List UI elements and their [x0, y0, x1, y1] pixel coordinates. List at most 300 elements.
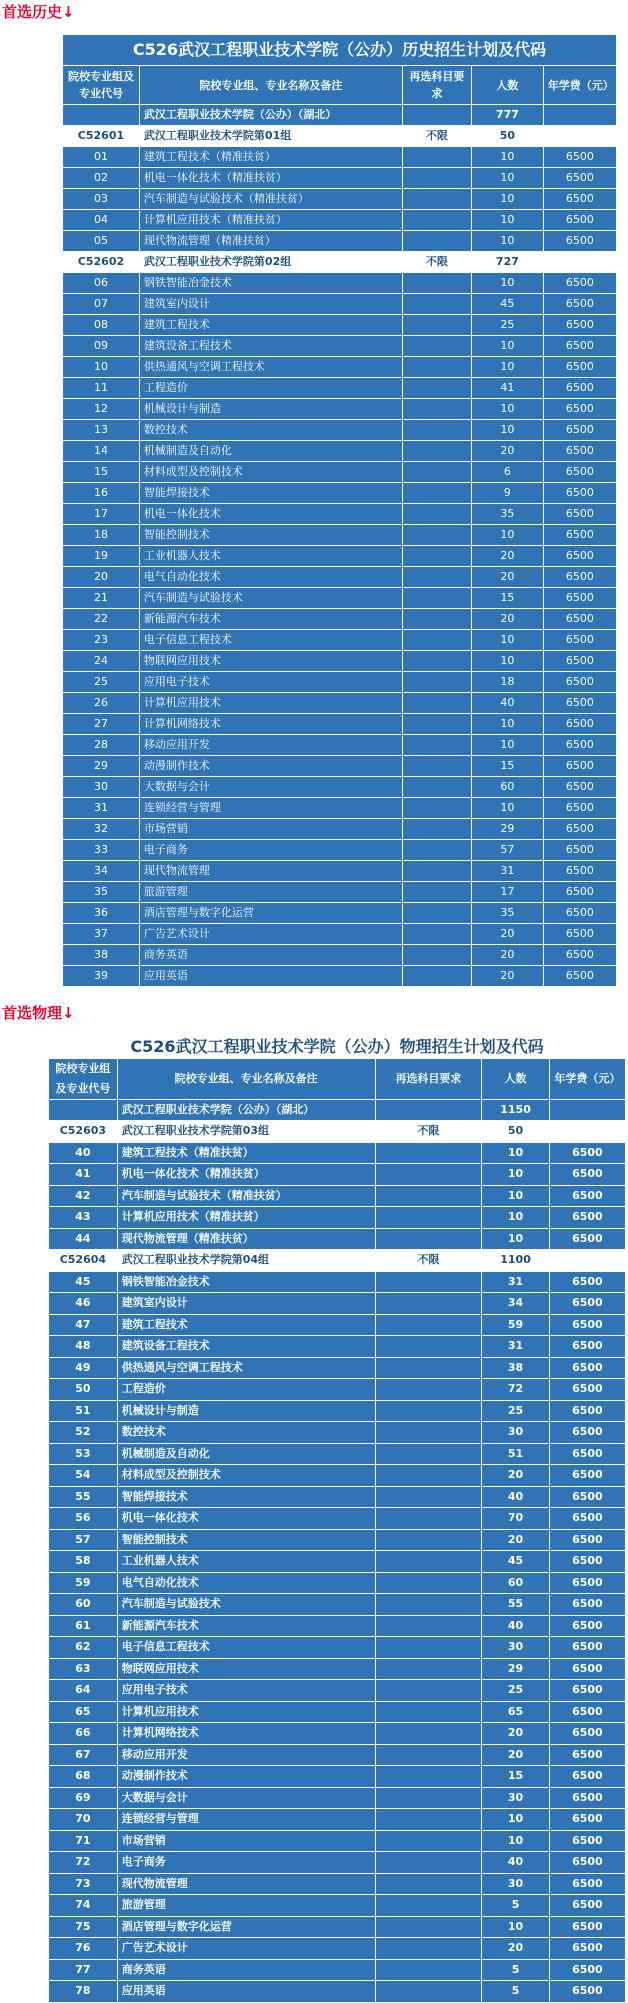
major-name: 工业机器人技术: [139, 546, 402, 567]
major-count: 10: [472, 735, 544, 756]
table-row: [63, 315, 617, 336]
major-code: 59: [49, 1572, 118, 1594]
major-code: 63: [49, 1658, 118, 1680]
major-requirement: [402, 441, 471, 462]
major-requirement: [402, 357, 471, 378]
table-row: [49, 1228, 626, 1250]
major-name: 建筑工程技术（精准扶贫）: [117, 1142, 375, 1164]
major-code: 27: [63, 714, 140, 735]
down-arrow-icon: ↓: [62, 3, 75, 21]
group-requirement: 不限: [375, 1121, 482, 1143]
major-fee: 6500: [543, 630, 616, 651]
major-name: 钢铁智能冶金技术: [139, 273, 402, 294]
major-fee: 6500: [543, 483, 616, 504]
major-requirement: [402, 504, 471, 525]
table-row: [49, 1422, 626, 1444]
major-name: 机电一体化技术: [139, 504, 402, 525]
major-name: 旅游管理: [117, 1895, 375, 1917]
table-row: [49, 1637, 626, 1659]
major-requirement: [402, 714, 471, 735]
header-requirement: 再选科目要求: [375, 1058, 482, 1099]
group-count: 50: [472, 126, 544, 147]
major-fee: 6500: [549, 1529, 625, 1551]
total-name: 武汉工程职业技术学院（公办）（湖北）: [117, 1099, 375, 1121]
table-row: [49, 1852, 626, 1874]
major-code: 15: [63, 462, 140, 483]
major-count: 45: [472, 294, 544, 315]
major-requirement: [375, 1422, 482, 1444]
major-fee: 6500: [549, 1723, 625, 1745]
table-row: [63, 798, 617, 819]
header-code: 院校专业组及专业代号: [63, 66, 140, 105]
major-count: 40: [472, 693, 544, 714]
major-code: 57: [49, 1529, 118, 1551]
total-count: 1150: [482, 1099, 550, 1121]
major-code: 06: [63, 273, 140, 294]
major-code: 46: [49, 1293, 118, 1315]
major-count: 40: [482, 1852, 550, 1874]
section-label-text: 首选物理: [2, 1004, 63, 1022]
major-count: 65: [482, 1701, 550, 1723]
major-requirement: [375, 1164, 482, 1186]
major-name: 旅游管理: [139, 882, 402, 903]
major-count: 10: [472, 231, 544, 252]
table-row: [63, 672, 617, 693]
major-name: 市场营销: [117, 1830, 375, 1852]
major-count: 20: [472, 966, 544, 987]
major-count: 18: [472, 672, 544, 693]
major-count: 20: [472, 924, 544, 945]
major-fee: 6500: [549, 1336, 625, 1358]
major-requirement: [402, 420, 471, 441]
major-requirement: [402, 189, 471, 210]
major-count: 41: [472, 378, 544, 399]
major-name: 工业机器人技术: [117, 1551, 375, 1573]
header-requirement: 再选科目要求: [402, 66, 471, 105]
group-requirement: 不限: [375, 1250, 482, 1272]
major-count: 10: [472, 189, 544, 210]
major-name: 汽车制造与试验技术: [117, 1594, 375, 1616]
major-fee: 6500: [543, 567, 616, 588]
major-fee: 6500: [549, 1680, 625, 1702]
table-row: [49, 1465, 626, 1487]
table-row: [49, 1357, 626, 1379]
major-requirement: [402, 903, 471, 924]
major-fee: 6500: [543, 609, 616, 630]
major-code: 70: [49, 1809, 118, 1831]
major-name: 智能焊接技术: [139, 483, 402, 504]
major-requirement: [375, 1443, 482, 1465]
major-count: 55: [482, 1594, 550, 1616]
major-requirement: [375, 1981, 482, 2003]
table-row: [63, 651, 617, 672]
major-code: 23: [63, 630, 140, 651]
major-code: 44: [49, 1228, 118, 1250]
major-name: 机电一体化技术（精准扶贫）: [139, 168, 402, 189]
major-name: 机械设计与制造: [117, 1400, 375, 1422]
major-fee: 6500: [543, 336, 616, 357]
major-requirement: [402, 294, 471, 315]
major-requirement: [402, 966, 471, 987]
table-row: [63, 840, 617, 861]
major-name: 连锁经营与管理: [117, 1809, 375, 1831]
major-fee: 6500: [543, 399, 616, 420]
major-count: 10: [472, 147, 544, 168]
major-name: 建筑工程技术（精准扶贫）: [139, 147, 402, 168]
major-name: 建筑设备工程技术: [139, 336, 402, 357]
major-requirement: [402, 273, 471, 294]
major-name: 钢铁智能冶金技术: [117, 1271, 375, 1293]
table-row: [49, 1766, 626, 1788]
table-row: [63, 609, 617, 630]
major-count: 30: [482, 1787, 550, 1809]
major-count: 10: [472, 798, 544, 819]
major-count: 10: [472, 714, 544, 735]
table-row: [63, 630, 617, 651]
major-fee: 6500: [549, 1981, 625, 2003]
table-row: [49, 1680, 626, 1702]
major-count: 38: [482, 1357, 550, 1379]
major-requirement: [402, 315, 471, 336]
table-title-row: [63, 35, 617, 66]
major-fee: 6500: [549, 1615, 625, 1637]
total-fee: [549, 1099, 625, 1121]
major-code: 72: [49, 1852, 118, 1874]
major-fee: 6500: [549, 1701, 625, 1723]
major-count: 51: [482, 1443, 550, 1465]
table-row: [63, 210, 617, 231]
major-code: 21: [63, 588, 140, 609]
major-requirement: [375, 1680, 482, 1702]
table-row: [63, 441, 617, 462]
major-name: 现代物流管理（精准扶贫）: [117, 1228, 375, 1250]
major-requirement: [375, 1142, 482, 1164]
history-plan-table: [62, 34, 617, 987]
major-name: 计算机网络技术: [117, 1723, 375, 1745]
major-code: 40: [49, 1142, 118, 1164]
group-name: 武汉工程职业技术学院第02组: [139, 252, 402, 273]
major-count: 10: [482, 1185, 550, 1207]
major-name: 智能焊接技术: [117, 1486, 375, 1508]
major-code: 22: [63, 609, 140, 630]
major-fee: 6500: [543, 924, 616, 945]
major-fee: 6500: [549, 1787, 625, 1809]
major-code: 74: [49, 1895, 118, 1917]
major-requirement: [375, 1852, 482, 1874]
total-requirement: [402, 105, 471, 126]
major-fee: 6500: [543, 840, 616, 861]
major-fee: 6500: [543, 378, 616, 399]
table-row: [49, 1873, 626, 1895]
major-fee: 6500: [549, 1594, 625, 1616]
group-fee: [543, 126, 616, 147]
table-row: [63, 567, 617, 588]
table-row: [49, 1207, 626, 1229]
major-name: 大数据与会计: [139, 777, 402, 798]
table-row: [49, 1658, 626, 1680]
major-code: 50: [49, 1379, 118, 1401]
group-count: 727: [472, 252, 544, 273]
major-name: 工程造价: [139, 378, 402, 399]
major-name: 建筑室内设计: [117, 1293, 375, 1315]
major-fee: 6500: [549, 1658, 625, 1680]
table-row: [49, 1336, 626, 1358]
table-row: [49, 1142, 626, 1164]
table-row: [49, 1981, 626, 2003]
major-code: 08: [63, 315, 140, 336]
major-requirement: [402, 567, 471, 588]
major-count: 20: [472, 567, 544, 588]
major-fee: 6500: [543, 945, 616, 966]
major-code: 30: [63, 777, 140, 798]
major-count: 20: [482, 1723, 550, 1745]
group-requirement: 不限: [402, 252, 471, 273]
table-row: [63, 756, 617, 777]
major-fee: 6500: [543, 903, 616, 924]
group-code: C52602: [63, 252, 140, 273]
major-fee: 6500: [543, 525, 616, 546]
major-code: 07: [63, 294, 140, 315]
major-name: 机械制造及自动化: [117, 1443, 375, 1465]
major-fee: 6500: [549, 1314, 625, 1336]
major-code: 41: [49, 1164, 118, 1186]
major-count: 35: [472, 504, 544, 525]
major-code: 42: [49, 1185, 118, 1207]
major-code: 34: [63, 861, 140, 882]
table-row: [49, 1508, 626, 1530]
major-requirement: [375, 1185, 482, 1207]
major-requirement: [375, 1938, 482, 1960]
major-code: 09: [63, 336, 140, 357]
table-row: [49, 1787, 626, 1809]
major-code: 62: [49, 1637, 118, 1659]
table-row: [63, 336, 617, 357]
major-count: 31: [472, 861, 544, 882]
group-fee: [549, 1121, 625, 1143]
table-row: [63, 189, 617, 210]
major-code: 77: [49, 1959, 118, 1981]
major-requirement: [375, 1293, 482, 1315]
major-count: 31: [482, 1271, 550, 1293]
major-code: 53: [49, 1443, 118, 1465]
table-row: [63, 378, 617, 399]
major-code: 37: [63, 924, 140, 945]
major-code: 31: [63, 798, 140, 819]
major-requirement: [402, 630, 471, 651]
total-name: 武汉工程职业技术学院（公办）（湖北）: [139, 105, 402, 126]
major-requirement: [375, 1465, 482, 1487]
major-count: 25: [472, 315, 544, 336]
major-count: 10: [482, 1916, 550, 1938]
major-requirement: [402, 819, 471, 840]
major-count: 10: [472, 420, 544, 441]
major-fee: 6500: [543, 588, 616, 609]
major-code: 64: [49, 1680, 118, 1702]
major-code: 18: [63, 525, 140, 546]
major-fee: 6500: [543, 693, 616, 714]
major-code: 29: [63, 756, 140, 777]
group-code: C52603: [49, 1121, 118, 1143]
major-count: 15: [482, 1766, 550, 1788]
major-name: 大数据与会计: [117, 1787, 375, 1809]
major-fee: 6500: [543, 147, 616, 168]
major-requirement: [402, 210, 471, 231]
major-name: 应用英语: [117, 1981, 375, 2003]
major-count: 34: [482, 1293, 550, 1315]
physics-plan-table: [48, 1036, 626, 2003]
major-name: 机械设计与制造: [139, 399, 402, 420]
major-name: 供热通风与空调工程技术: [139, 357, 402, 378]
major-name: 酒店管理与数字化运营: [117, 1916, 375, 1938]
major-count: 30: [482, 1422, 550, 1444]
table-row: [49, 1572, 626, 1594]
major-requirement: [402, 735, 471, 756]
major-code: 39: [63, 966, 140, 987]
major-requirement: [375, 1594, 482, 1616]
major-requirement: [375, 1873, 482, 1895]
major-count: 10: [482, 1228, 550, 1250]
major-name: 汽车制造与试验技术: [139, 588, 402, 609]
table-row: [63, 168, 617, 189]
major-count: 5: [482, 1895, 550, 1917]
major-code: 25: [63, 672, 140, 693]
table-row: [63, 483, 617, 504]
major-count: 20: [482, 1529, 550, 1551]
major-code: 55: [49, 1486, 118, 1508]
major-fee: 6500: [549, 1465, 625, 1487]
major-requirement: [402, 588, 471, 609]
major-requirement: [402, 924, 471, 945]
major-name: 电气自动化技术: [139, 567, 402, 588]
major-code: 60: [49, 1594, 118, 1616]
major-code: 33: [63, 840, 140, 861]
major-fee: 6500: [543, 714, 616, 735]
major-code: 54: [49, 1465, 118, 1487]
major-name: 市场营销: [139, 819, 402, 840]
major-fee: 6500: [549, 1293, 625, 1315]
major-name: 数控技术: [139, 420, 402, 441]
section-label-history: [2, 2, 75, 22]
header-fee: 年学费（元）: [543, 66, 616, 105]
major-name: 汽车制造与试验技术（精准扶贫）: [117, 1185, 375, 1207]
major-fee: 6500: [549, 1830, 625, 1852]
table-row: [63, 735, 617, 756]
major-fee: 6500: [549, 1486, 625, 1508]
table-row: [49, 1551, 626, 1573]
major-requirement: [402, 336, 471, 357]
major-requirement: [375, 1959, 482, 1981]
major-requirement: [375, 1357, 482, 1379]
major-requirement: [402, 378, 471, 399]
major-fee: 6500: [543, 441, 616, 462]
major-requirement: [375, 1551, 482, 1573]
table-row: [63, 903, 617, 924]
major-name: 建筑设备工程技术: [117, 1336, 375, 1358]
major-requirement: [402, 798, 471, 819]
major-count: 20: [472, 945, 544, 966]
major-requirement: [375, 1809, 482, 1831]
major-fee: 6500: [549, 1207, 625, 1229]
table-row: [63, 462, 617, 483]
major-name: 动漫制作技术: [117, 1766, 375, 1788]
major-count: 20: [482, 1938, 550, 1960]
major-name: 商务英语: [139, 945, 402, 966]
group-count: 1100: [482, 1250, 550, 1272]
major-code: 11: [63, 378, 140, 399]
major-count: 45: [482, 1551, 550, 1573]
major-code: 32: [63, 819, 140, 840]
major-fee: 6500: [549, 1852, 625, 1874]
major-fee: 6500: [543, 756, 616, 777]
major-code: 43: [49, 1207, 118, 1229]
major-count: 29: [472, 819, 544, 840]
major-requirement: [375, 1766, 482, 1788]
major-count: 25: [482, 1400, 550, 1422]
major-fee: 6500: [549, 1443, 625, 1465]
major-name: 计算机网络技术: [139, 714, 402, 735]
group-name: 武汉工程职业技术学院第04组: [117, 1250, 375, 1272]
table-row: [49, 1400, 626, 1422]
major-count: 35: [472, 903, 544, 924]
total-row: [49, 1099, 626, 1121]
table-row: [63, 861, 617, 882]
major-fee: 6500: [549, 1766, 625, 1788]
major-count: 5: [482, 1981, 550, 2003]
major-fee: 6500: [543, 546, 616, 567]
major-code: 28: [63, 735, 140, 756]
table-row: [63, 525, 617, 546]
major-count: 57: [472, 840, 544, 861]
table-row: [63, 399, 617, 420]
major-count: 10: [482, 1830, 550, 1852]
major-name: 移动应用开发: [117, 1744, 375, 1766]
table-row: [63, 588, 617, 609]
major-fee: 6500: [549, 1400, 625, 1422]
major-count: 30: [482, 1637, 550, 1659]
group-name: 武汉工程职业技术学院第03组: [117, 1121, 375, 1143]
major-fee: 6500: [543, 231, 616, 252]
header-count: 人数: [482, 1058, 550, 1099]
major-fee: 6500: [549, 1895, 625, 1917]
table-row: [63, 546, 617, 567]
major-name: 计算机应用技术: [139, 693, 402, 714]
major-fee: 6500: [549, 1637, 625, 1659]
major-name: 广告艺术设计: [139, 924, 402, 945]
major-code: 51: [49, 1400, 118, 1422]
group-name: 武汉工程职业技术学院第01组: [139, 126, 402, 147]
major-code: 52: [49, 1422, 118, 1444]
table-header-row: [63, 66, 617, 105]
major-name: 供热通风与空调工程技术: [117, 1357, 375, 1379]
major-fee: 6500: [549, 1938, 625, 1960]
major-fee: 6500: [549, 1271, 625, 1293]
major-fee: 6500: [549, 1142, 625, 1164]
major-count: 30: [482, 1873, 550, 1895]
table-row: [63, 693, 617, 714]
major-fee: 6500: [549, 1916, 625, 1938]
total-row: [63, 105, 617, 126]
major-count: 10: [472, 651, 544, 672]
table-row: [49, 1938, 626, 1960]
major-name: 计算机应用技术（精准扶贫）: [139, 210, 402, 231]
table-row: [49, 1830, 626, 1852]
major-requirement: [375, 1895, 482, 1917]
major-count: 10: [472, 399, 544, 420]
major-requirement: [402, 399, 471, 420]
major-code: 48: [49, 1336, 118, 1358]
major-fee: 6500: [549, 1185, 625, 1207]
major-count: 60: [482, 1572, 550, 1594]
